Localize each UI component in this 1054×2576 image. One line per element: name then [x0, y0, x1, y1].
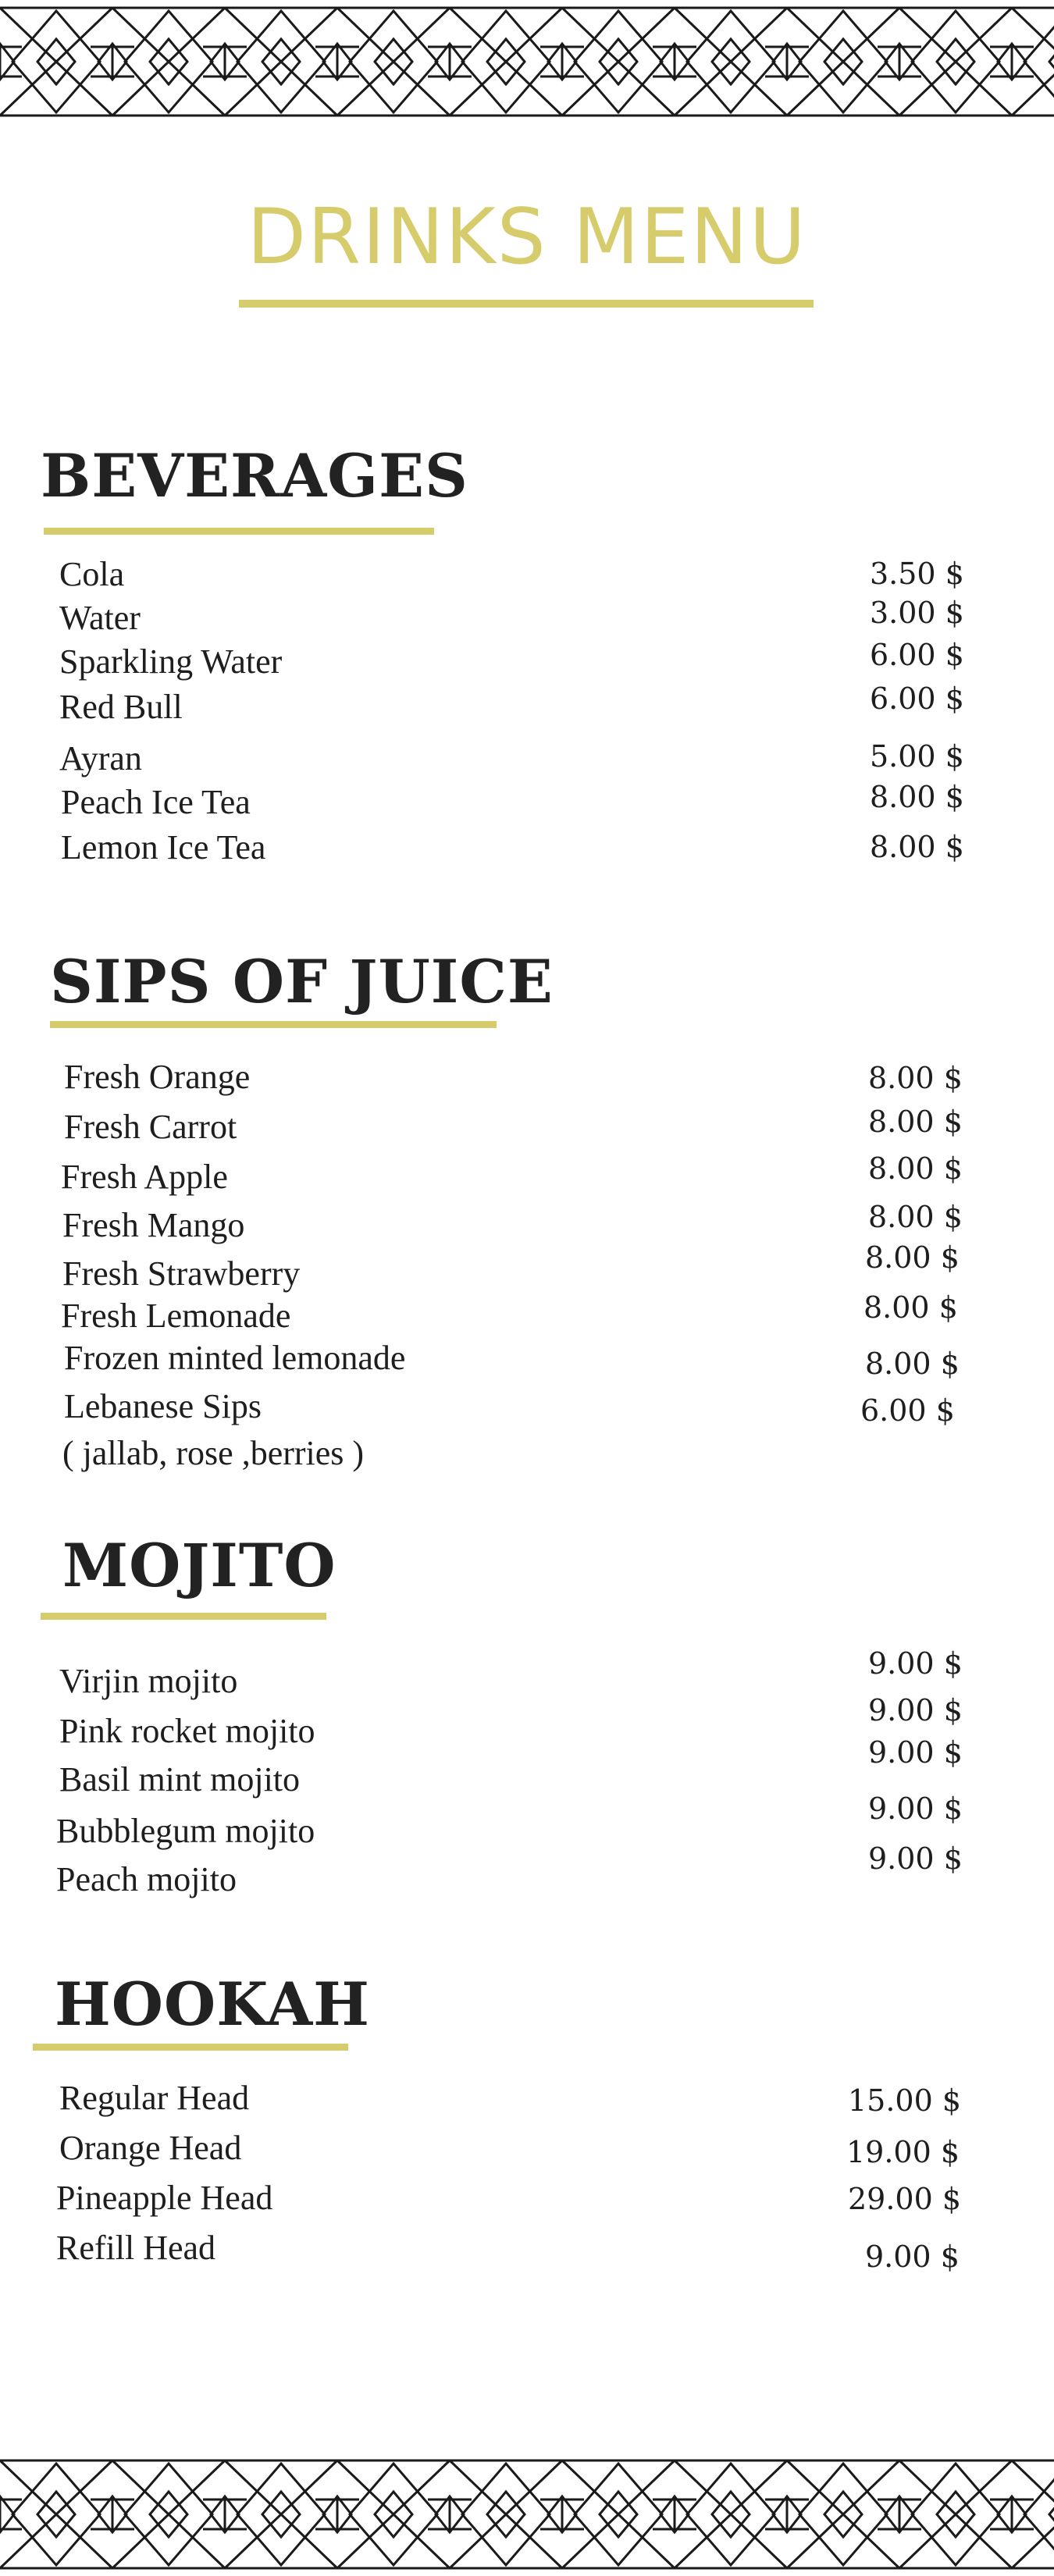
menu-item-name: Fresh Strawberry [62, 1254, 301, 1293]
menu-item-name: Basil mint mojito [59, 1760, 301, 1799]
menu-item-price: 5.00 $ [870, 739, 964, 774]
menu-item-name: Lebanese Sips [64, 1387, 262, 1425]
menu-item-price: 8.00 $ [868, 1151, 963, 1186]
menu-item-name: Cola [59, 555, 125, 593]
menu-title: DRINKS MENU [247, 193, 807, 282]
menu-item-price: 8.00 $ [863, 1290, 958, 1325]
menu-item-price: 9.00 $ [868, 1646, 963, 1681]
menu-item-price: 6.00 $ [870, 638, 964, 672]
menu-item-name: Peach Ice Tea [61, 783, 251, 821]
section-underline-juice [50, 1021, 497, 1028]
menu-item-price: 15.00 $ [848, 2083, 962, 2118]
title-underline [239, 300, 814, 308]
menu-item-price: 6.00 $ [860, 1393, 955, 1428]
menu-item-name: Fresh Lemonade [61, 1297, 291, 1335]
menu-item-price: 6.00 $ [870, 681, 964, 716]
section-title-mojito: MOJITO [62, 1531, 336, 1600]
menu-item-price: 3.50 $ [870, 557, 964, 591]
section-underline-beverages [44, 528, 434, 535]
menu-item-price: 8.00 $ [870, 830, 964, 864]
menu-item-price: 8.00 $ [868, 1200, 963, 1234]
menu-item-name: Lemon Ice Tea [61, 828, 266, 866]
menu-item-price: 3.00 $ [870, 596, 964, 630]
menu-item-name: Bubblegum mojito [56, 1812, 315, 1850]
section-title-juice: SIPS OF JUICE [50, 947, 554, 1016]
menu-item-price: 29.00 $ [848, 2182, 962, 2216]
menu-item-price: 19.00 $ [846, 2135, 960, 2169]
menu-item-price: 9.00 $ [868, 1841, 963, 1876]
menu-item-price: 9.00 $ [868, 1735, 963, 1770]
menu-item-name: Red Bull [59, 688, 183, 726]
menu-item-name: Fresh Orange [64, 1058, 251, 1096]
menu-item-name: Fresh Apple [61, 1158, 228, 1196]
menu-item-price: 8.00 $ [870, 780, 964, 814]
section-underline-mojito [41, 1613, 326, 1620]
menu-item-name: Regular Head [59, 2079, 250, 2117]
menu-item-name: Refill Head [56, 2229, 216, 2267]
menu-item-name: Sparkling Water [59, 642, 283, 681]
menu-item-price: 8.00 $ [868, 1061, 963, 1095]
menu-item-price: 9.00 $ [868, 1791, 963, 1826]
menu-item-price: 9.00 $ [868, 1693, 963, 1727]
menu-item-name: Pineapple Head [56, 2179, 273, 2217]
menu-item-name: Fresh Carrot [64, 1108, 237, 1146]
section-title-hookah: HOOKAH [55, 1969, 370, 2039]
menu-item-name: Pink rocket mojito [59, 1712, 315, 1750]
menu-item-note: ( jallab, rose ,berries ) [62, 1434, 365, 1472]
top-border-pattern [0, 0, 1054, 123]
menu-item-price: 8.00 $ [865, 1240, 960, 1275]
menu-item-price: 8.00 $ [868, 1105, 963, 1139]
menu-item-name: Virjin mojito [59, 1662, 238, 1700]
menu-item-name: Frozen minted lemonade [64, 1339, 406, 1377]
section-title-beverages: BEVERAGES [41, 441, 468, 511]
menu-item-name: Ayran [59, 739, 142, 777]
bottom-border-pattern [0, 2453, 1054, 2576]
menu-item-name: Peach mojito [56, 1860, 237, 1898]
section-underline-hookah [33, 2044, 348, 2051]
menu-item-name: Fresh Mango [62, 1206, 245, 1244]
menu-item-name: Orange Head [59, 2129, 242, 2167]
menu-item-price: 8.00 $ [865, 1347, 960, 1381]
menu-item-price: 9.00 $ [865, 2240, 960, 2274]
menu-item-name: Water [59, 599, 141, 637]
